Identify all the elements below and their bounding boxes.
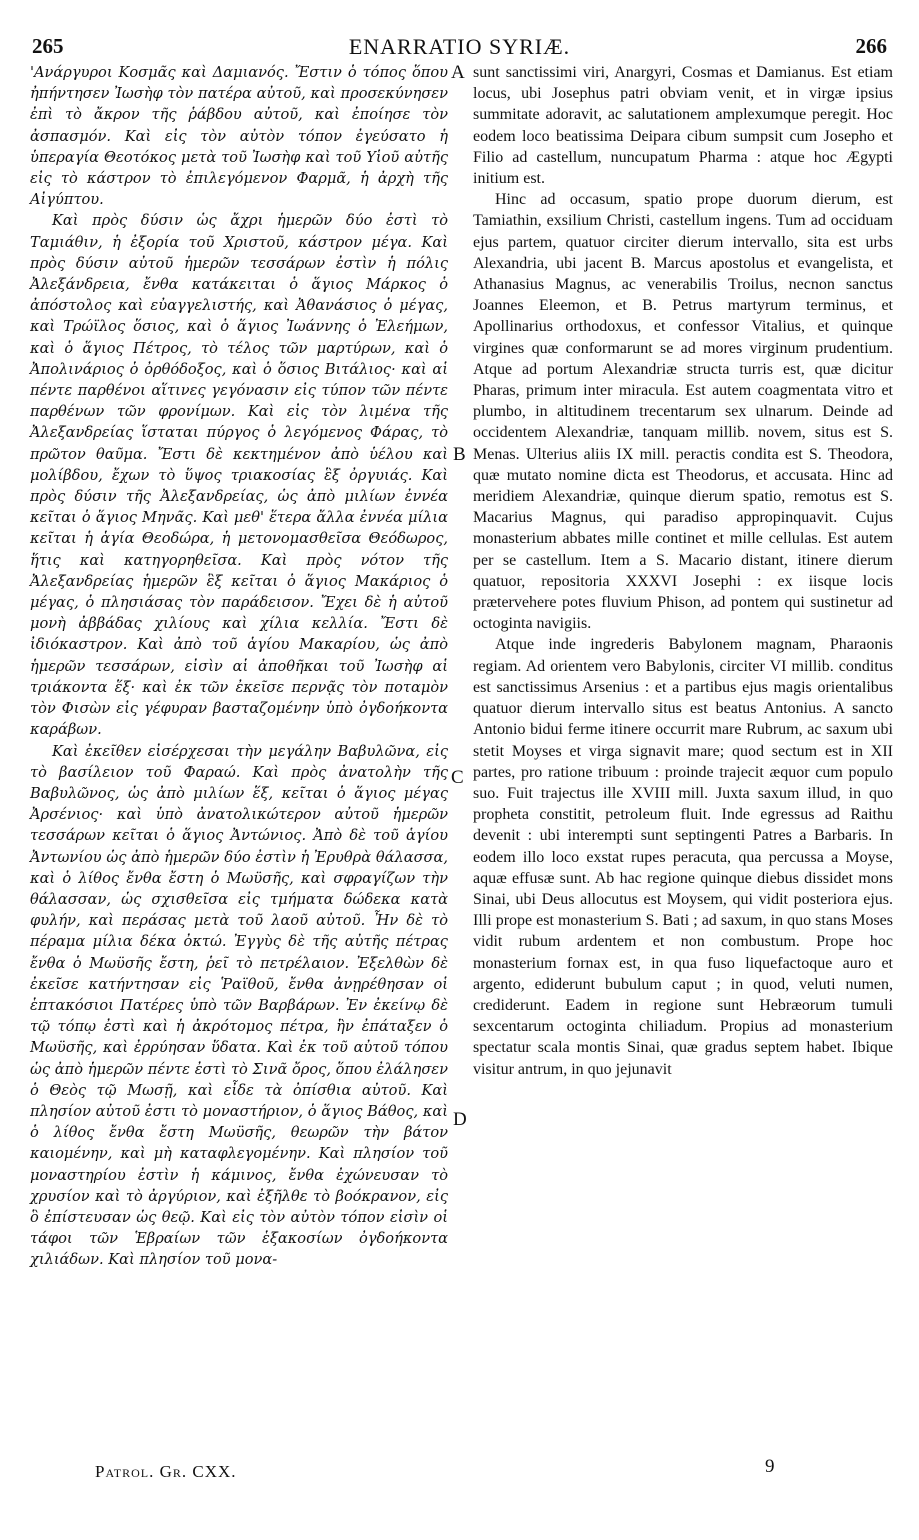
margin-marker-c: C (451, 767, 464, 788)
greek-column (30, 62, 448, 1271)
page-number-right: 266 (855, 34, 887, 58)
footer-sheet-number: 9 (765, 1456, 775, 1477)
running-title: ENARRATIO SYRIÆ. (348, 34, 571, 59)
latin-column (473, 62, 893, 1080)
margin-marker-a: A (451, 62, 465, 83)
margin-marker-b: B (453, 444, 466, 465)
latin-paragraph: sunt sanctissimi viri, Anargyri, Cosmas et Damianus. Est etiam locus, ubi Josephus patri obviam venit, et in virgæ ipsius summitate adoravit, ac salutationem amplexumque peregit. Hoc eodem loco beatissima Deipara cibum sumpsit cum Josepho et Filio ad castellum, nuncupatum Pharma : atque hoc Ægypti initium est. (473, 64, 893, 188)
latin-paragraph: Atque inde ingrederis Babylonem magnam, Pharaonis regiam. Ad orientem vero Babylonis, circiter VI millib. conditus est sanctissimus Arsenius : et a partibus ejus magis orientalibus quatuor dierum intervallo situs est beatus Antonius. A sancto Antonio bidui ferme itinere occurrit mare Rubrum, ac saxum ubi stetit Moyses et virga signavit mare; quod sectum est in XII partes, pro ratione tribuum : proinde trajecit æquor cum populo suo. Fuit trajectus ille XVIII mill. Juxta saxum illud, in quo propheta constitit, petroleum fluit. Inde egressus ad Raithu devenit : ubi interempti sunt septingenti Patres a Barbaris. In eodem illo loco exstat rupes peracuta, qua percussa a Moyse, aquæ effusæ sunt. Ab hac regione quinque diebus dissidet mons Sinai, ubi Deus allocutus est Moysem, qui vidit posteriora ejus. Illi prope est monasterium S. Bati ; ad saxum, in quo stans Moses vidit rubum ardentem et non combustum. Prope hoc monasterium fornax est, in qua fuso liquefactoque auro et argento, ediderunt bubulum caput ; in quod, veluti numen, crediderunt. Eadem in regione sunt Hebræorum tumuli sexcentarum octoginta chiliadum. Propius ad monasterium spectatur scala montis Sinai, quæ gradus septem habet. Ibique visitur antrum, in quo jejunavit (473, 636, 893, 1078)
greek-paragraph: Καὶ πρὸς δύσιν ὡς ἄχρι ἡμερῶν δύο ἐστὶ τὸ Ταμιάθιν, ἡ ἐξορία τοῦ Χριστοῦ, κάστρον μέγα. Καὶ πρὸς δύσιν αὐτοῦ ἡμερῶν τεσσάρων ἐστὶν ἡ πόλις Ἀλεξάνδρεια, ἔνθα κατάκειται ὁ ἅγιος Μάρκος ὁ ἀπόστολος καὶ εὐαγγελιστής, καὶ Ἀθανάσιος ὁ μέγας, καὶ Τρώϊλος ὅσιος, καὶ ὁ ἅγιος Ἰωάννης ὁ Ἐλεήμων, καὶ ὁ ἅγιος Πέτρος, τὸ τέλος τῶν μαρτύρων, καὶ ὁ Ἀπολινάριος ὁ ὀρθόδοξος, καὶ ὁ ὅσιος Βιτάλιος· καὶ αἱ πέντε παρθένοι αἵτινες γεγόνασιν εἰς τύπον τῶν πέντε παρθένων τῶν φρονίμων. Καὶ εἰς τὸν λιμένα τῆς Ἀλεξανδρείας ἵσταται πύργος ὁ λεγόμενος Φάρας, τὸ πρῶτον θαῦμα. Ἔστι δὲ κεκτημένον ἀπὸ ὑέλου καὶ μολίβδου, ἔχων τὸ ὕψος τριακοσίας ἓξ ὀργυιάς. Καὶ πρὸς δύσιν τῆς Ἀλεξανδρείας, ὡς ἀπὸ μιλίων ἐννέα κεῖται ὁ ἅγιος Μηνᾶς. Καὶ μεθ' ἕτερα ἄλλα ἐννέα μίλια κεῖται ἡ ἁγία Θεοδώρα, ἡ μετονομασθεῖσα Θεόδωρος, ἥτις καὶ κατηγορηθεῖσα. Καὶ πρὸς νότον τῆς Ἀλεξανδρείας ἡμερῶν ἓξ κεῖται ὁ ἅγιος Μακάριος ὁ μέγας, ὁ πλησιάσας τὸν παράδεισον. Ἔχει δὲ ἡ αὐτοῦ μονὴ ἀββάδας χιλίους καὶ χίλια κελλία. Ἔστι δὲ ἰδιόκαστρον. Καὶ ἀπὸ τοῦ ἁγίου Μακαρίου, ὡς ἀπὸ ἡμερῶν τεσσάρων, εἰσὶν αἱ ἀποθῆκαι τοῦ Ἰωσὴφ αἱ τριάκοντα ἕξ· καὶ ἐκ τῶν ἐκεῖσε περνᾷς τὸν ποταμὸν τὸν Φισὼν εἰς γέφυραν βασταζομένην ὑπὸ ὀγδοήκοντα καράβων. (30, 212, 448, 739)
margin-marker-d: D (453, 1109, 467, 1130)
latin-paragraph: Hinc ad occasum, spatio prope duorum dierum, est Tamiathin, exsilium Christi, castellum ingens. Tum ad occiduam ejus partem, quatuor circiter dierum intervallo, sita est urbs Alexandria, ubi jacent B. Marcus apostolus et evangelista, et Athanasius Magnus, ac venerabilis Troilus, necnon sanctus Joannes Eleemon, et B. Petrus martyrum terminus, et Apollinarius orthodoxus, et confessor Vitalius, et quinque virgines quæ conformarunt se ad mores virginum prudentium. Atque ad portum Alexandriæ structa turris est, quæ dicitur Pharas, primum inter miracula. Est autem coagmentata vitro et plumbo, in altitudinem trecentarum sex ulnarum. Deinde ad occidentem Alexandriæ, tanquam millib. novem, situs est S. Menas. Ulterius aliis IX mill. peractis condita est S. Theodora, quæ mutato nomine dicta est Theodorus, et accusata. Hinc ad meridiem Alexandriæ, quinque dierum spatio, remotus est S. Macarius Magnus, qui paradiso appropinquavit. Cujus monasterium abbates mille continet et mille cellulas. Est autem per se castellum. Item a S. Macario distant, itinere dierum quatuor, repositoria XXXVI Josephi : ex iisque locis prætervehere potes fluvium Phison, ad pontem qui sustinetur ad octoginta navigiis. (473, 191, 893, 633)
greek-paragraph: 'Ανάργυροι Κοσμᾶς καὶ Δαμιανός. Ἔστιν ὁ τόπος ὅπου ἠπήντησεν Ἰωσὴφ τὸν πατέρα αὐτοῦ, καὶ προσεκύνησεν ἐπὶ τὸ ἄκρον τῆς ῥάβδου αὐτοῦ, καὶ ἐποίησε τὸν ἀσπασμόν. Καὶ εἰς τὸν αὐτὸν τόπον ἐγεύσατο ἡ ὑπεραγία Θεοτόκος μετὰ τοῦ Ἰωσὴφ καὶ τοῦ Υἱοῦ αὐτῆς εἰς τὸ κάστρον τὸ ἐπιλεγόμενον Φαρμᾶ, ἡ ἀρχὴ τῆς Αἰγύπτου. (30, 64, 448, 209)
running-header (28, 34, 891, 62)
footer-signature: Patrol. Gr. CXX. (95, 1462, 237, 1481)
page-number-left: 265 (32, 34, 64, 58)
greek-paragraph: Καὶ ἐκεῖθεν εἰσέρχεσαι τὴν μεγάλην Βαβυλῶνα, εἰς τὸ βασίλειον τοῦ Φαραώ. Καὶ πρὸς ἀνατολὴν τῆς Βαβυλῶνος, ὡς ἀπὸ μιλίων ἕξ, κεῖται ὁ ἅγιος μέγας Ἀρσένιος· καὶ ὑπὸ ἀνατολικώτερον αὐτοῦ ἡμερῶν τεσσάρων κεῖται ὁ ἅγιος Ἀντώνιος. Ἀπὸ δὲ τοῦ ἁγίου Ἀντωνίου ὡς ἀπὸ ἡμερῶν δύο ἐστὶν ἡ Ἐρυθρὰ θάλασσα, καὶ ὁ λίθος ἔνθα ἔστη ὁ Μωϋσῆς, καὶ σφραγίζων τὴν θάλασσαν, ὡς σχισθεῖσα εἰς τμήματα δώδεκα κατὰ φυλήν, καὶ περάσας μετὰ τοῦ λαοῦ αὐτοῦ. Ἦν δὲ τὸ πέραμα μίλια δέκα ὀκτώ. Ἐγγὺς δὲ τῆς αὐτῆς πέτρας ἔνθα ὁ Μωϋσῆς ἔστη, ῥεῖ τὸ πετρέλαιον. Ἐξελθὼν δὲ ἐκεῖσε κατήντησαν εἰς Ῥαϊθοῦ, ἔνθα ἀνῃρέθησαν οἱ ἑπτακόσιοι Πατέρες ὑπὸ τῶν Βαρβάρων. Ἐν ἐκείνῳ δὲ τῷ τόπῳ ἐστὶ καὶ ἡ ἀκρότομος πέτρα, ἣν ἐπάταξεν ὁ Μωϋσῆς, καὶ ἐρρύησαν ὕδατα. Καὶ ἐκ τοῦ αὐτοῦ τόπου ὡς ἀπὸ ἡμερῶν πέντε ἐστὶ τὸ Σινᾶ ὄρος, ὅπου ἐλάλησεν ὁ Θεὸς τῷ Μωσῇ, καὶ εἶδε τὰ ὀπίσθια αὐτοῦ. Καὶ πλησίον αὐτοῦ ἐστι τὸ μοναστήριον, ὁ ἅγιος Βάθος, καὶ ὁ λίθος ἔνθα ἔστη Μωϋσῆς, θεωρῶν τὴν βάτον καιομένην, καὶ μὴ καταφλεγομένην. Καὶ πλησίον τοῦ μοναστηρίου ἐστὶν ἡ κάμινος, ἔνθα ἐχώνευσαν τὸ χρυσίον καὶ τὸ ἀργύριον, καὶ ἐξῆλθε τὸ βοόκρανον, εἰς ὃ ἐπίστευσαν ὡς θεῷ. Καὶ εἰς τὸν αὐτὸν τόπον εἰσὶν οἱ τάφοι τῶν Ἑβραίων τῶν ἑξακοσίων ὀγδοήκοντα χιλιάδων. Καὶ πλησίον τοῦ μονα- (30, 742, 448, 1269)
